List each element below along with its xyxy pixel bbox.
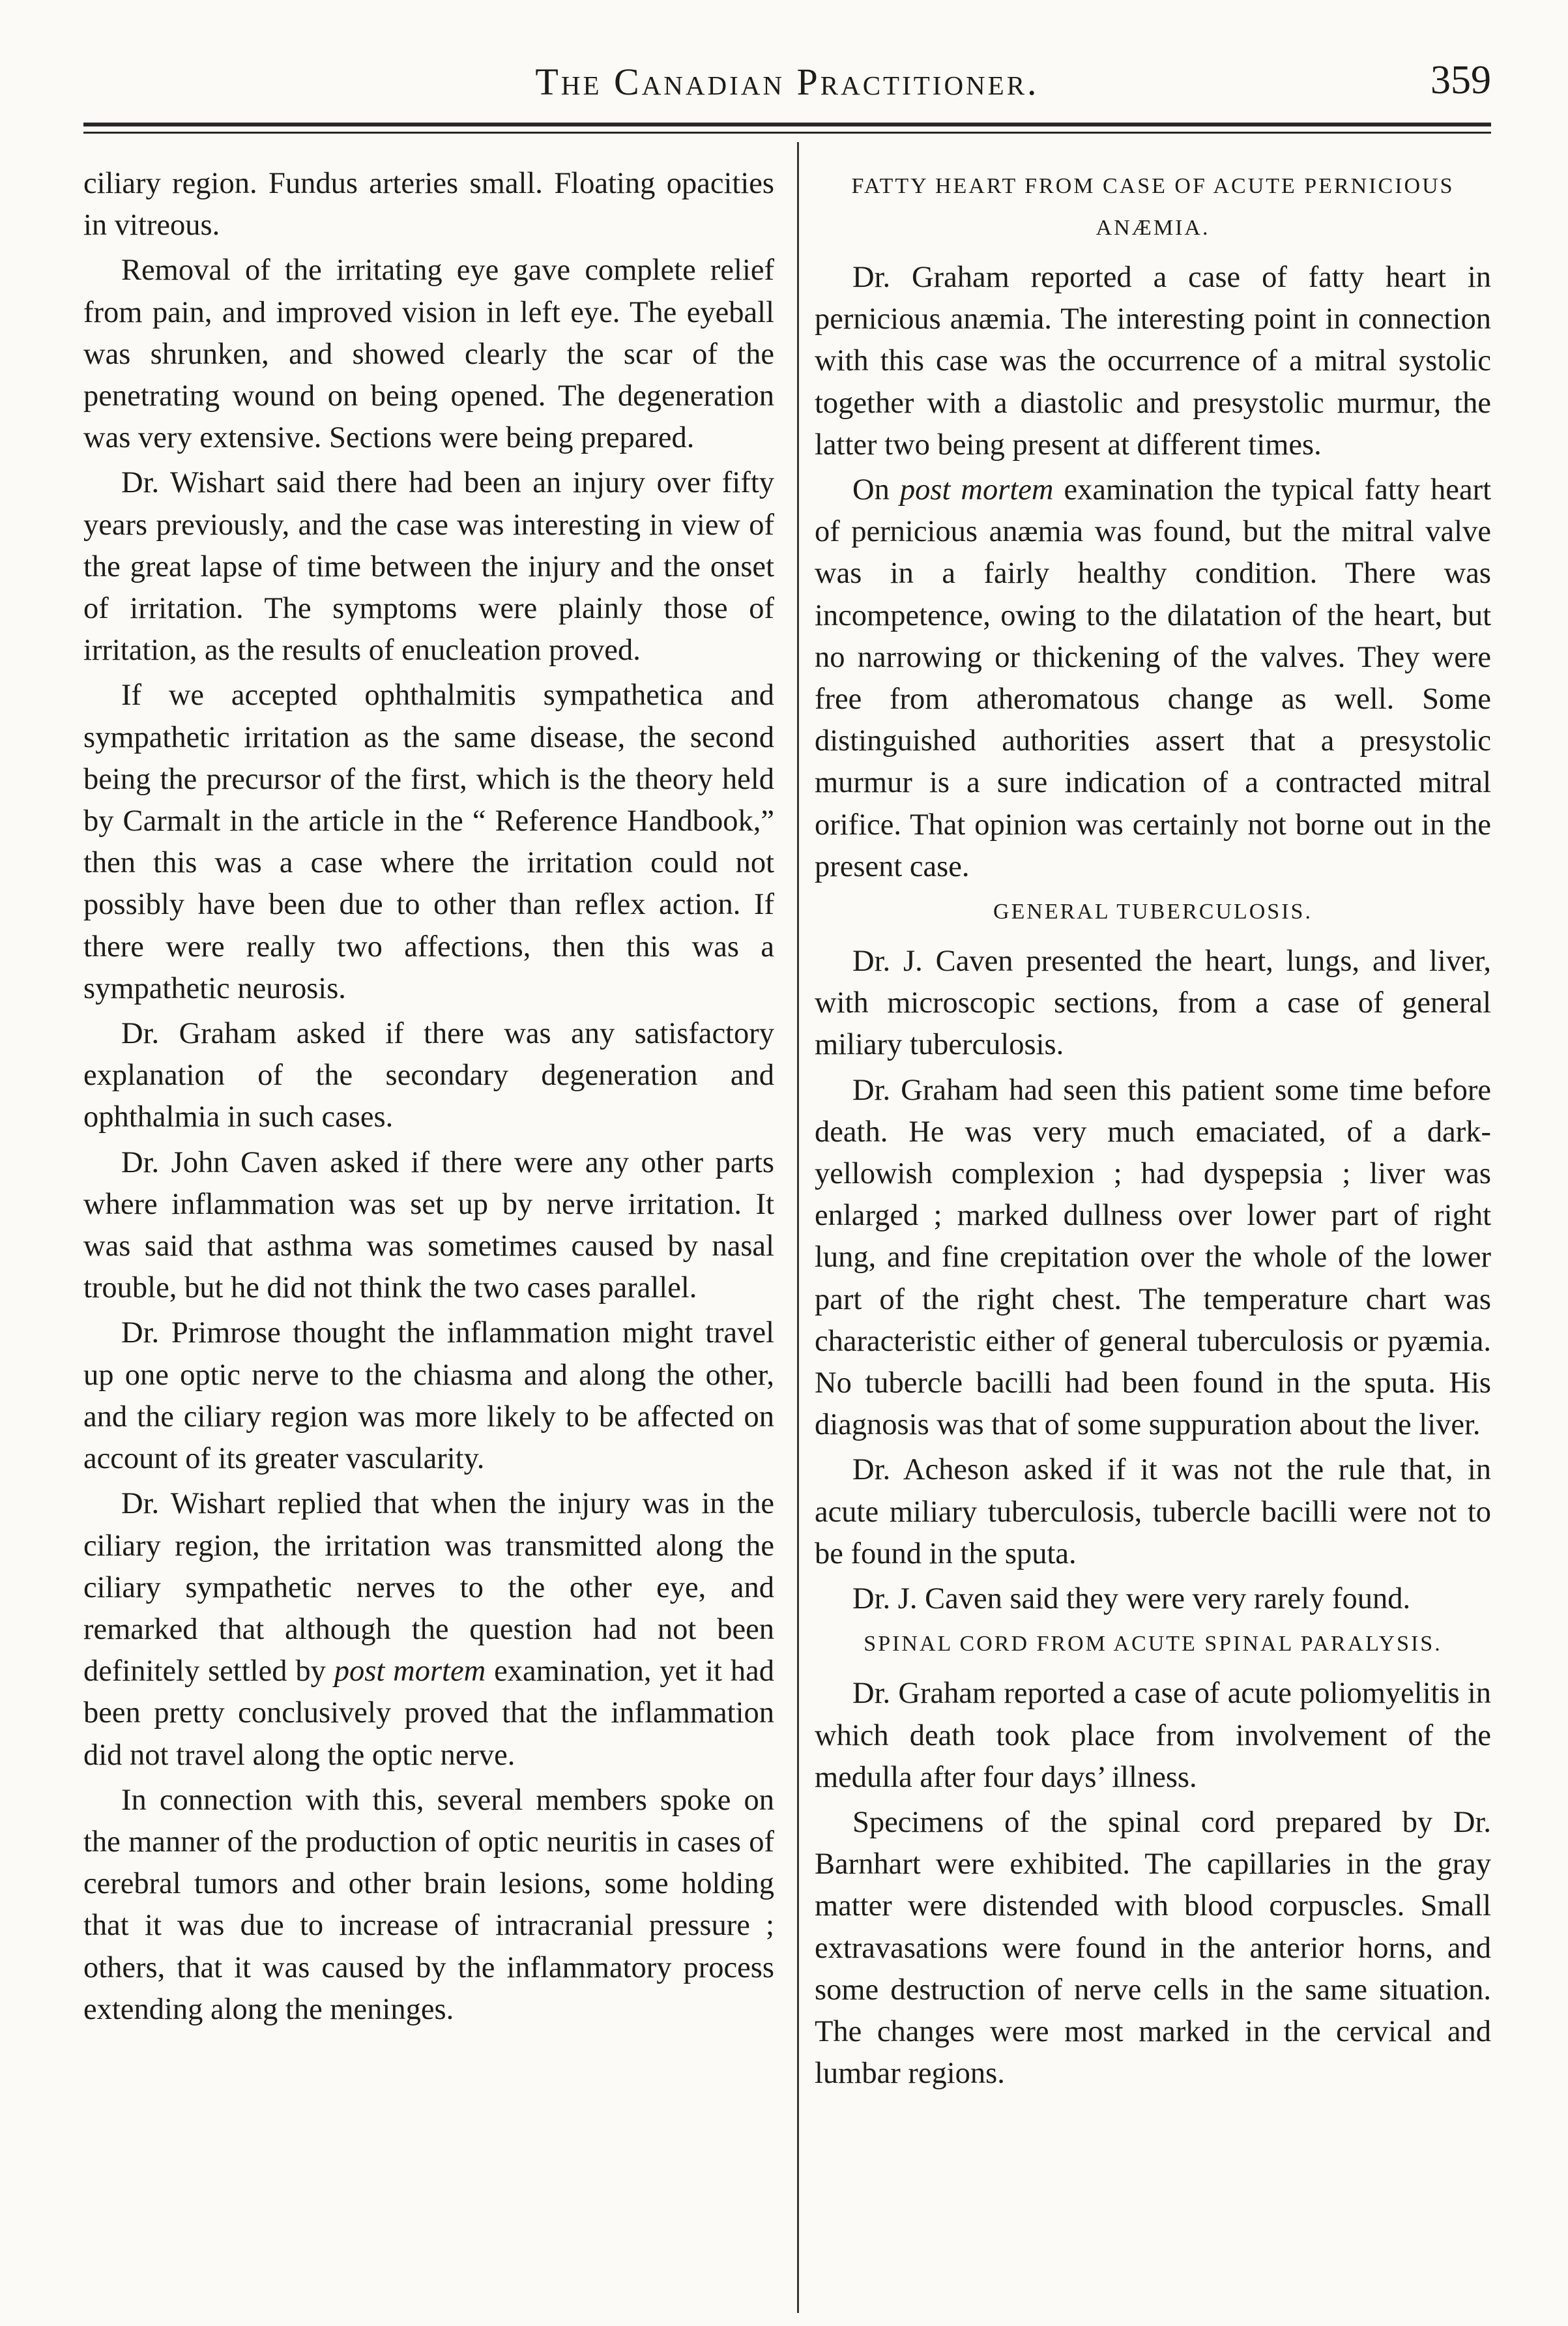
right-column xyxy=(815,163,1491,2314)
paragraph: If we accepted ophthalmitis sympathetica and sympathetic irritation as the same disease, the second being the precursor of the first, which is the theory held by Carmalt in the article in the “ Reference Handbook,” then this was a case where the irritation could not possibly have been due to other than reflex action. If there were really two affections, then this was a sympathetic neurosis. xyxy=(83,679,774,1005)
header-rule-thick xyxy=(83,123,1491,126)
page-number: 359 xyxy=(1430,58,1491,102)
paragraph: Dr. Graham had seen this patient some time before death. He was very much emaciated, of a dark-yellowish complexion ; had dyspepsia ; liver was enlarged ; marked dullness over lower part of right lung, and fine crepitation over the whole of the lower part of the right chest. The temperature chart was characteristic either of general tuberculosis or pyæmia. No tubercle bacilli had been found in the sputa. His diagnosis was that of some suppuration about the liver. xyxy=(815,1073,1491,1442)
paragraph: Dr. Primrose thought the inflammation might travel up one optic nerve to the chiasma and along the other, and the ciliary region was more likely to be affected on account of its greater vascularity. xyxy=(83,1316,774,1476)
paragraph-post-mortem xyxy=(815,469,1491,888)
paragraph: Dr. Wishart said there had been an injury over fifty years previously, and the case was interesting in view of the great lapse of time between the injury and the onset of irritation. The symptoms were plainly those of irritation, as the results of enucleation proved. xyxy=(83,466,774,668)
section-heading-general-tuberculosis: GENERAL TUBERCULOSIS. xyxy=(993,900,1313,924)
paragraph: Dr. Acheson asked if it was not the rule that, in acute miliary tuberculosis, tubercle bacilli were not to be found in the sputa. xyxy=(815,1453,1491,1570)
column-divider xyxy=(797,142,799,2313)
text-run: examination the typical fatty heart of pernicious anæmia was found, but the mitral valve was in a fairly healthy condition. There was incompetence, owing to the dilatation of the heart, but no narrowing or thickening of the valves. They were free from atheromatous change as well. Some distinguished authorities assert that a presystolic murmur is a sure indication of a contracted mitral orifice. That opinion was certainly not borne out in the present case. xyxy=(815,473,1491,883)
paragraph: Removal of the irritating eye gave complete relief from pain, and improved vision in left eye. The eyeball was shrunken, and showed clearly the scar of the penetrating wound on being opened. The degeneration was very extensive. Sections were being prepared. xyxy=(83,254,774,455)
text-run: examination, yet it had been pretty conclusively proved that the inflammation did not travel along the optic nerve. xyxy=(83,1655,774,1772)
journal-title: The Canadian Practitioner. xyxy=(535,61,1039,103)
paragraph: Dr. Graham reported a case of acute poliomyelitis in which death took place from involvement of the medulla after four days’ illness. xyxy=(815,1677,1491,1794)
paragraph: In connection with this, several members spoke on the manner of the production of optic neuritis in cases of cerebral tumors and other brain lesions, some holding that it was due to increase of intracranial pressure ; others, that it was caused by the inflammatory process extending along the meninges. xyxy=(83,1783,774,2026)
italic-term: post mortem xyxy=(334,1655,486,1688)
paragraph-wishart-reply xyxy=(83,1483,774,1776)
section-heading-spinal-cord: SPINAL CORD FROM ACUTE SPINAL PARALYSIS. xyxy=(864,1632,1442,1656)
running-header xyxy=(83,38,1491,110)
paragraph: ciliary region. Fundus arteries small. Floating opacities in vitreous. xyxy=(83,167,774,243)
left-column xyxy=(83,163,774,2314)
text-run: On xyxy=(852,473,900,507)
paragraph: Dr. J. Caven presented the heart, lungs, and liver, with microscopic sections, from a case of general miliary tuberculosis. xyxy=(815,945,1491,1062)
italic-term: post mortem xyxy=(899,473,1054,507)
text-run: Dr. Wishart replied that when the injury was in the ciliary region, the irritation was transmitted along the ciliary sympathetic nerves to the other eye, and remarked that although the question had not been definitely settled by xyxy=(83,1487,774,1688)
paragraph: Dr. John Caven asked if there were any other parts where inflammation was set up by nerve irritation. It was said that asthma was sometimes caused by nasal trouble, but he did not think the two cases parallel. xyxy=(83,1145,774,1305)
paragraph: Dr. Graham asked if there was any satisfactory explanation of the secondary degeneration and ophthalmia in such cases. xyxy=(83,1017,774,1134)
section-heading-fatty-heart: FATTY HEART FROM CASE OF ACUTE PERNICIOUS ANÆMIA. xyxy=(851,174,1455,240)
paragraph: Specimens of the spinal cord prepared by Dr. Barnhart were exhibited. The capillaries in the gray matter were distended with blood corpuscles. Small extravasations were found in the anterior horns, and some destruction of nerve cells in the same situation. The changes were most marked in the cervical and lumbar regions. xyxy=(815,1805,1491,2091)
header-rule-thin xyxy=(83,132,1491,134)
paragraph: Dr. J. Caven said they were very rarely found. xyxy=(852,1582,1411,1616)
paragraph: Dr. Graham reported a case of fatty heart in pernicious anæmia. The interesting point in connection with this case was the occurrence of a mitral systolic together with a diastolic and presystolic murmur, the latter two being present at different times. xyxy=(815,261,1491,462)
